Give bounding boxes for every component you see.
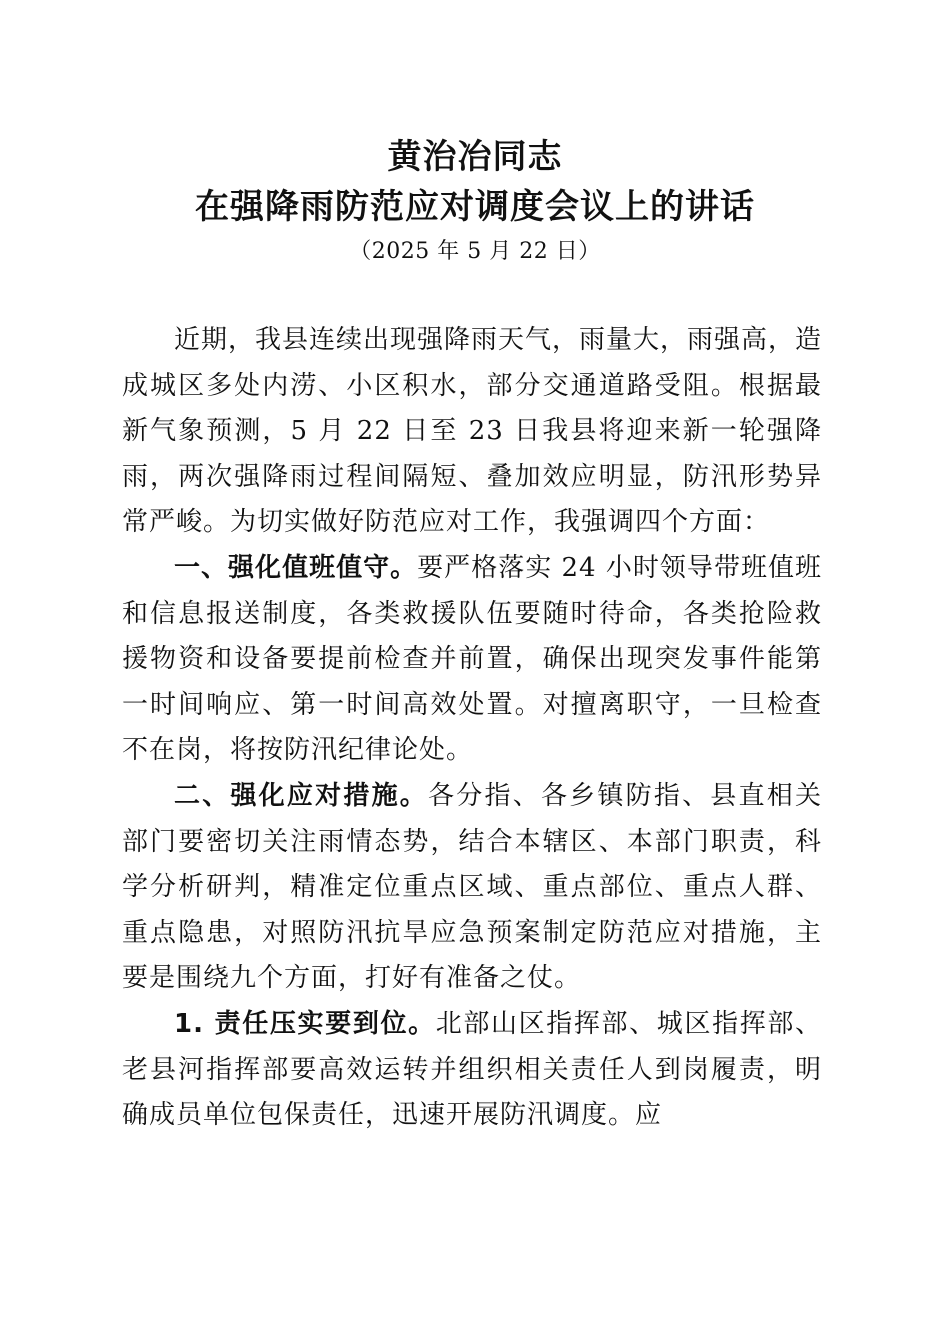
body-text bbox=[122, 318, 822, 1139]
speech-title: 在强降雨防范应对调度会议上的讲话 bbox=[195, 187, 755, 227]
speaker-title: 黄治冶同志 bbox=[387, 137, 563, 177]
paragraph-duty bbox=[122, 546, 822, 774]
paragraph-measures bbox=[122, 774, 822, 1002]
speech-date: （2025 年 5 月 22 日） bbox=[349, 239, 601, 264]
subsection-heading-responsibility: 1. 责任压实要到位。 bbox=[174, 1008, 436, 1039]
paragraph-text: 要严格落实 24 小时领导带班值班和信息报送制度，各类救援队伍要随时待命，各类抢险救援物资和设备要提前检查并前置，确保出现突发事件能第一时间响应、第一时间高效处置。对擅离职守，一旦检查不在岗，将按防汛纪律论处。 bbox=[122, 552, 822, 766]
paragraph-responsibility bbox=[122, 1002, 822, 1139]
paragraph-text: 近期，我县连续出现强降雨天气，雨量大，雨强高，造成城区多处内涝、小区积水，部分交通道路受阻。根据最新气象预测，5 月 22 日至 23 日我县将迎来新一轮强降雨，两次强降雨过程间隔短、叠加效应明显，防汛形势异常严峻。为切实做好防范应对工作，我强调四个方面： bbox=[122, 325, 823, 538]
title-block bbox=[0, 132, 950, 268]
paragraph-intro bbox=[122, 318, 822, 546]
section-heading-measures: 二、强化应对措施。 bbox=[174, 780, 429, 811]
paragraph-text: 北部山区指挥部、城区指挥部、老县河指挥部要高效运转并组织相关责任人到岗履责，明确成员单位包保责任，迅速开展防汛调度。应 bbox=[122, 1008, 822, 1131]
section-heading-duty: 一、强化值班值守。 bbox=[174, 552, 418, 583]
paragraph-text: 各分指、各乡镇防指、县直相关部门要密切关注雨情态势，结合本辖区、本部门职责，科学分析研判，精准定位重点区域、重点部位、重点人群、重点隐患，对照防汛抗旱应急预案制定防范应对措施，主要是围绕九个方面，打好有准备之仗。 bbox=[122, 780, 822, 994]
